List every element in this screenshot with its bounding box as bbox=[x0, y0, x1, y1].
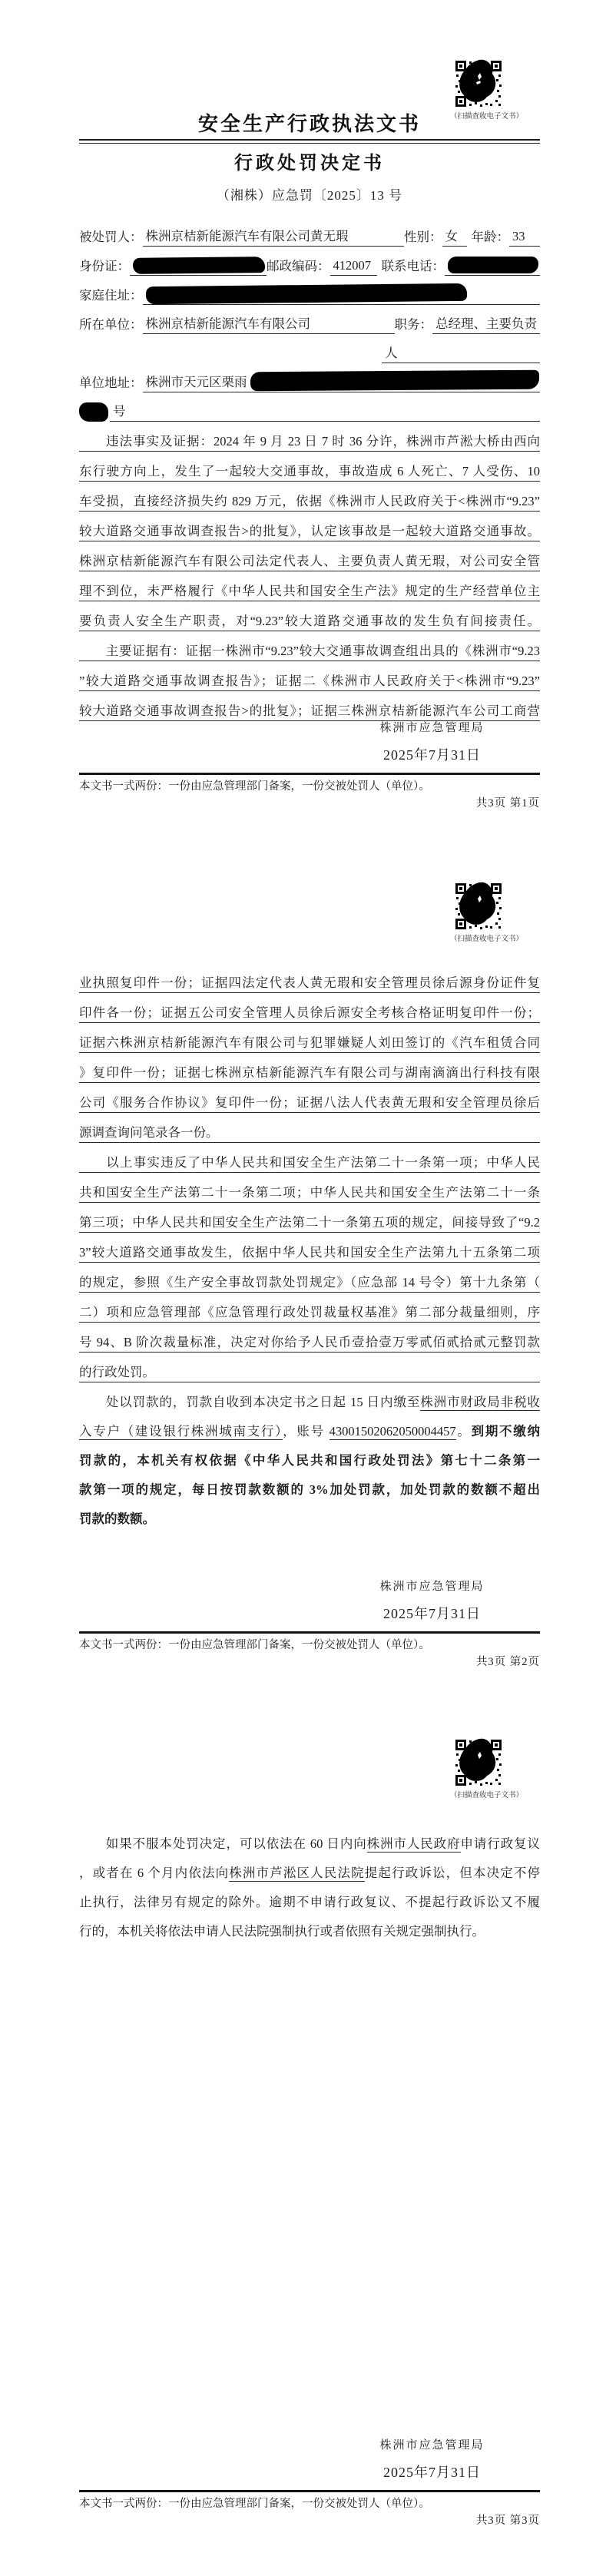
body-line: 车受损，直接经济损失约 829 万元，依据《株洲市人民政府关于<株洲市“9.23” bbox=[79, 482, 540, 512]
page1-body bbox=[79, 422, 540, 721]
fine-text: ，账号 bbox=[283, 1424, 329, 1439]
punished-value: 株洲京桔新能源汽车有限公司黄无瑕 bbox=[143, 226, 405, 247]
body-line: 印件各一份；证据五公司安全管理人员徐后源安全考核合格证明复印件一份； bbox=[79, 993, 540, 1023]
body-line: 较大道路交通事故调查报告>的批复》；证据三株洲京桔新能源汽车公司工商营 bbox=[79, 691, 540, 721]
gender-label: 性别： bbox=[404, 230, 442, 244]
field-row-home bbox=[79, 276, 540, 305]
payment-account-name: 株洲市财政局非税收 bbox=[420, 1395, 541, 1409]
body-line: 的行政处罚。 bbox=[79, 1353, 540, 1382]
appeal-line bbox=[79, 1824, 540, 1853]
redaction-bar bbox=[448, 257, 538, 273]
qr-code-icon bbox=[454, 59, 503, 108]
body-line: 违法事实及证据：2024 年 9 月 23 日 7 时 36 分许，株洲市芦淞大桥由西向 bbox=[79, 422, 540, 452]
body-line: 3”较大道路交通事故发生，依据中华人民共和国安全生产法第九十五条第二项 bbox=[79, 1233, 540, 1263]
page-2 bbox=[0, 859, 606, 1717]
field-row-employer bbox=[79, 305, 540, 334]
appeal-text: ，或者在 6 个月内依法向 bbox=[79, 1866, 230, 1880]
appeal-text: 申请行政复议 bbox=[460, 1836, 541, 1851]
party-fields bbox=[79, 217, 540, 422]
appeal-text: 行的，本机关将依法申请人民法院强制执行或者依照有关规定强制执行。 bbox=[79, 1924, 485, 1939]
scan-block bbox=[450, 882, 524, 943]
footer-rule bbox=[79, 1631, 540, 1634]
zip-value: 412007 bbox=[330, 255, 377, 276]
header-double-rule bbox=[79, 139, 540, 144]
body-line: ”较大道路交通事故调查报告》；证据二《株洲市人民政府关于<株洲市“9.23” bbox=[79, 661, 540, 691]
age-label: 年龄： bbox=[471, 230, 509, 244]
issuer-name: 株洲市应急管理局 bbox=[379, 1581, 485, 1593]
sheet-indicator: 共3页 第2页 bbox=[475, 1656, 540, 1668]
signature-block bbox=[349, 719, 515, 764]
sheet-indicator: 共3页 第3页 bbox=[475, 2515, 540, 2527]
issuer-name: 株洲市应急管理局 bbox=[379, 722, 485, 734]
review-authority: 株洲市人民政府 bbox=[366, 1836, 461, 1851]
body-line: 二）项和应急管理部《应急管理行政处罚裁量权基准》第二部分裁量细则，序 bbox=[79, 1293, 540, 1323]
body-line: 业执照复印件一份；证据四法定代表人黄无瑕和安全管理员徐后源身份证件复 bbox=[79, 963, 540, 993]
qr-code-icon bbox=[454, 882, 503, 931]
signature-block bbox=[349, 2436, 515, 2482]
redaction-bar bbox=[250, 370, 538, 392]
body-line: 》复印件一份；证据七株洲京桔新能源汽车有限公司与湖南滴滴出行科技有限 bbox=[79, 1053, 540, 1083]
id-label: 身份证： bbox=[79, 259, 130, 273]
body-line: 第三项；中华人民共和国安全生产法第二十一条第五项的规定，间接导致了“9.2 bbox=[79, 1203, 540, 1233]
appeal-line bbox=[79, 1853, 540, 1882]
duty-value-wrap: 人 bbox=[382, 343, 540, 363]
overdue-warning: 款第一项的规定，每日按罚款数额的 3%加处罚款，加处罚款的数额不超出 bbox=[79, 1482, 540, 1497]
body-line: 共和国安全生产法第二十一条第二项；中华人民共和国安全生产法第二十一条 bbox=[79, 1173, 540, 1203]
redaction-bar bbox=[79, 402, 108, 422]
issue-date: 2025年7月31日 bbox=[383, 1606, 481, 1621]
duty-label: 职务： bbox=[394, 317, 432, 332]
signature-block bbox=[349, 1578, 515, 1623]
body-line: 源调查询问笔录各一份。 bbox=[79, 1113, 540, 1143]
redaction-bar bbox=[145, 283, 466, 304]
appeal-line bbox=[79, 1912, 540, 1941]
appeal-text: 如果不服本处罚决定，可以依法在 60 日内向 bbox=[79, 1836, 367, 1851]
issuer-name: 株洲市应急管理局 bbox=[379, 2439, 485, 2452]
body-line: 理不到位，未严格履行《中华人民共和国安全生产法》规定的生产经营单位主 bbox=[79, 571, 540, 601]
fine-payment-line bbox=[79, 1499, 540, 1528]
document-category-title: 安全生产行政执法文书 bbox=[197, 112, 421, 135]
body-line: 号 94、B 阶次裁量标准，决定对你给予人民币壹拾壹万零贰佰贰拾贰元整罚款 bbox=[79, 1323, 540, 1353]
employer-value: 株洲京桔新能源汽车有限公司 bbox=[143, 313, 395, 334]
page-footer bbox=[79, 773, 540, 810]
appeal-text: 提起行政诉讼，但本决定不停 bbox=[364, 1866, 541, 1880]
unit-address-text: 株洲市天元区栗雨 bbox=[145, 375, 247, 389]
id-value bbox=[130, 255, 267, 276]
fine-payment-line bbox=[79, 1470, 540, 1499]
appeal-line bbox=[79, 1882, 540, 1912]
body-line: 公司《服务合作协议》复印件一份；证据八法人代表黄无瑕和安全管理员徐后 bbox=[79, 1083, 540, 1113]
body-line: 要负责人安全生产职责，对“9.23”较大道路交通事故的发生负有间接责任。 bbox=[79, 601, 540, 631]
page3-body bbox=[79, 1824, 540, 1941]
zip-label: 邮政编码： bbox=[267, 259, 330, 273]
issue-date: 2025年7月31日 bbox=[383, 747, 481, 763]
home-label: 家庭住址： bbox=[79, 288, 143, 303]
age-value: 33 bbox=[509, 226, 540, 247]
field-row-unit-address-wrap bbox=[79, 392, 540, 422]
overdue-warning: 到期不缴纳 bbox=[471, 1424, 541, 1439]
body-line: 以上事实违反了中华人民共和国安全生产法第二十一条第一项；中华人民 bbox=[79, 1143, 540, 1173]
document-title: 行政处罚决定书 bbox=[234, 153, 385, 174]
payment-bank: 入专户（建设银行株洲城南支行） bbox=[79, 1424, 283, 1439]
copies-note: 本文书一式两份：一份由应急管理部门备案，一份交被处罚人（单位）。 bbox=[79, 2498, 430, 2510]
phone-value bbox=[445, 255, 540, 276]
scan-block bbox=[450, 1738, 524, 1800]
qr-caption: （扫描查收电子文书） bbox=[450, 113, 524, 121]
body-line: 证据六株洲京桔新能源汽车有限公司与犯罪嫌疑人刘田签订的《汽车租赁合同 bbox=[79, 1023, 540, 1053]
body-line: 东行驶方向上，发生了一起较大交通事故，事故造成 6 人死亡、7 人受伤、10 bbox=[79, 452, 540, 482]
unit-address-wrap: 号 bbox=[110, 401, 540, 422]
document-number: （湘株）应急罚〔2025〕13 号 bbox=[216, 188, 403, 203]
qr-caption: （扫描查收电子文书） bbox=[450, 935, 524, 943]
issue-date: 2025年7月31日 bbox=[383, 2465, 481, 2480]
employer-label: 所在单位： bbox=[79, 317, 143, 332]
court-name: 株洲市芦淞区人民法院 bbox=[229, 1866, 365, 1880]
page-1 bbox=[0, 0, 606, 859]
page2-body bbox=[79, 963, 540, 1528]
fine-payment-line bbox=[79, 1441, 540, 1470]
fine-payment-line bbox=[79, 1412, 540, 1441]
body-line: 株洲京桔新能源汽车有限公司法定代表人、主要负责人黄无瑕，对公司安全管 bbox=[79, 541, 540, 571]
overdue-warning: 罚款的，本机关有权依据《中华人民共和国行政处罚法》第七十二条第一 bbox=[79, 1453, 540, 1468]
overdue-warning: 罚款的数额。 bbox=[79, 1511, 155, 1526]
fine-text: 处以罚款的，罚款自收到本决定书之日起 15 日内缴至 bbox=[79, 1395, 421, 1409]
copies-note: 本文书一式两份：一份由应急管理部门备案，一份交被处罚人（单位）。 bbox=[79, 1639, 430, 1651]
punished-label: 被处罚人： bbox=[79, 230, 143, 244]
field-row-punished bbox=[79, 217, 540, 247]
duty-value: 总经理、主要负责 bbox=[432, 313, 540, 334]
qr-code-icon bbox=[454, 1738, 503, 1787]
page-footer bbox=[79, 1631, 540, 1669]
home-value bbox=[143, 284, 541, 305]
copies-note: 本文书一式两份：一份由应急管理部门备案，一份交被处罚人（单位）。 bbox=[79, 780, 430, 793]
body-line: 主要证据有：证据一株洲市“9.23”较大交通事故调查组出具的《株洲市“9.23 bbox=[79, 631, 540, 661]
redaction-bar bbox=[133, 257, 265, 274]
footer-rule bbox=[79, 773, 540, 775]
unit-address-label: 单位地址： bbox=[79, 376, 143, 390]
qr-caption: （扫描查收电子文书） bbox=[450, 1792, 524, 1800]
phone-label: 联系电话： bbox=[381, 259, 445, 273]
gender-value: 女 bbox=[442, 226, 467, 247]
unit-address-value bbox=[143, 371, 541, 392]
sheet-indicator: 共3页 第1页 bbox=[475, 797, 540, 810]
body-line: 的规定，参照《生产安全事故罚款处罚规定》（应急部 14 号令）第十九条第（ bbox=[79, 1263, 540, 1293]
field-row-duty-wrap bbox=[79, 334, 540, 363]
account-number: 43001502062050004457 bbox=[329, 1424, 456, 1439]
page-footer bbox=[79, 2490, 540, 2528]
appeal-text: 止执行，法律另有规定的除外。逾期不申请行政复议、不提起行政诉讼又不履 bbox=[79, 1895, 540, 1909]
footer-rule bbox=[79, 2490, 540, 2492]
fine-text: 。 bbox=[455, 1424, 472, 1439]
body-line: 较大道路交通事故调查报告>的批复》，认定该事故是一起较大道路交通事故。 bbox=[79, 512, 540, 541]
field-row-id bbox=[79, 247, 540, 276]
field-row-unit-address bbox=[79, 363, 540, 392]
fine-payment-line bbox=[79, 1382, 540, 1412]
page-3 bbox=[0, 1717, 606, 2576]
